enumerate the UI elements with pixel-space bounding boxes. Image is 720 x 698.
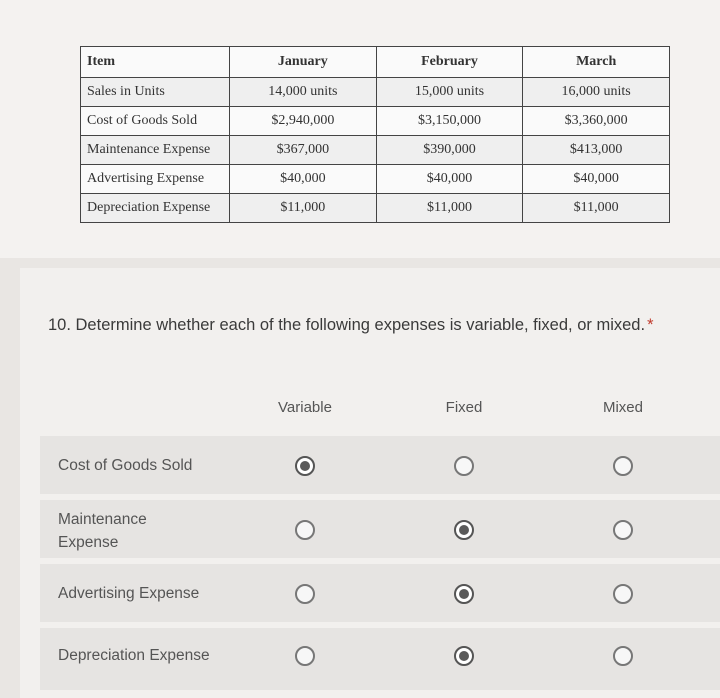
table-cell: 14,000 units <box>230 78 377 107</box>
table-cell: 16,000 units <box>523 78 670 107</box>
table-header-row <box>81 47 670 78</box>
question-text: 10. Determine whether each of the following expenses is variable, fixed, or mixed. <box>48 316 646 334</box>
table-cell: Depreciation Expense <box>81 194 230 223</box>
table-row <box>81 78 670 107</box>
radio-maintenance-variable[interactable] <box>295 520 315 540</box>
column-header-fixed: Fixed <box>445 399 483 416</box>
table-cell: Sales in Units <box>81 78 230 107</box>
header-february: February <box>376 47 523 78</box>
radio-cogs-fixed[interactable] <box>454 456 474 476</box>
radio-cogs-mixed[interactable] <box>613 456 633 476</box>
row-label-maintenance-expense: Maintenance Expense <box>58 511 147 551</box>
radio-depreciation-mixed[interactable] <box>613 646 633 666</box>
table-cell: $11,000 <box>523 194 670 223</box>
radio-advertising-variable[interactable] <box>295 584 315 604</box>
radio-advertising-mixed[interactable] <box>613 584 633 604</box>
radio-cogs-variable[interactable] <box>295 456 315 476</box>
column-header-variable: Variable <box>278 399 332 416</box>
header-january: January <box>230 47 377 78</box>
row-label-depreciation-expense: Depreciation Expense <box>58 647 210 664</box>
table-cell: $40,000 <box>230 165 377 194</box>
question-title <box>48 312 678 338</box>
row-label-cost-of-goods-sold: Cost of Goods Sold <box>58 457 193 474</box>
table-cell: $3,150,000 <box>376 107 523 136</box>
table-row <box>81 136 670 165</box>
table-row <box>81 107 670 136</box>
table-cell: Cost of Goods Sold <box>81 107 230 136</box>
table-cell: $367,000 <box>230 136 377 165</box>
required-mark: * <box>647 316 654 334</box>
table-cell: 15,000 units <box>376 78 523 107</box>
table-cell: $11,000 <box>376 194 523 223</box>
table-cell: Maintenance Expense <box>81 136 230 165</box>
radio-advertising-fixed[interactable] <box>454 584 474 604</box>
row-label-advertising-expense: Advertising Expense <box>58 585 200 602</box>
header-item: Item <box>81 47 230 78</box>
table-row <box>81 194 670 223</box>
header-march: March <box>523 47 670 78</box>
table-cell: $11,000 <box>230 194 377 223</box>
table-cell: $40,000 <box>523 165 670 194</box>
table-cell: $413,000 <box>523 136 670 165</box>
radio-maintenance-mixed[interactable] <box>613 520 633 540</box>
table-row <box>81 165 670 194</box>
radio-depreciation-variable[interactable] <box>295 646 315 666</box>
radio-maintenance-fixed[interactable] <box>454 520 474 540</box>
radio-depreciation-fixed[interactable] <box>454 646 474 666</box>
column-header-mixed: Mixed <box>602 399 643 416</box>
data-table-card <box>0 0 720 258</box>
table-cell: $40,000 <box>376 165 523 194</box>
table-cell: Advertising Expense <box>81 165 230 194</box>
table-cell: $3,360,000 <box>523 107 670 136</box>
table-cell: $2,940,000 <box>230 107 377 136</box>
expense-table <box>80 46 670 223</box>
table-cell: $390,000 <box>376 136 523 165</box>
